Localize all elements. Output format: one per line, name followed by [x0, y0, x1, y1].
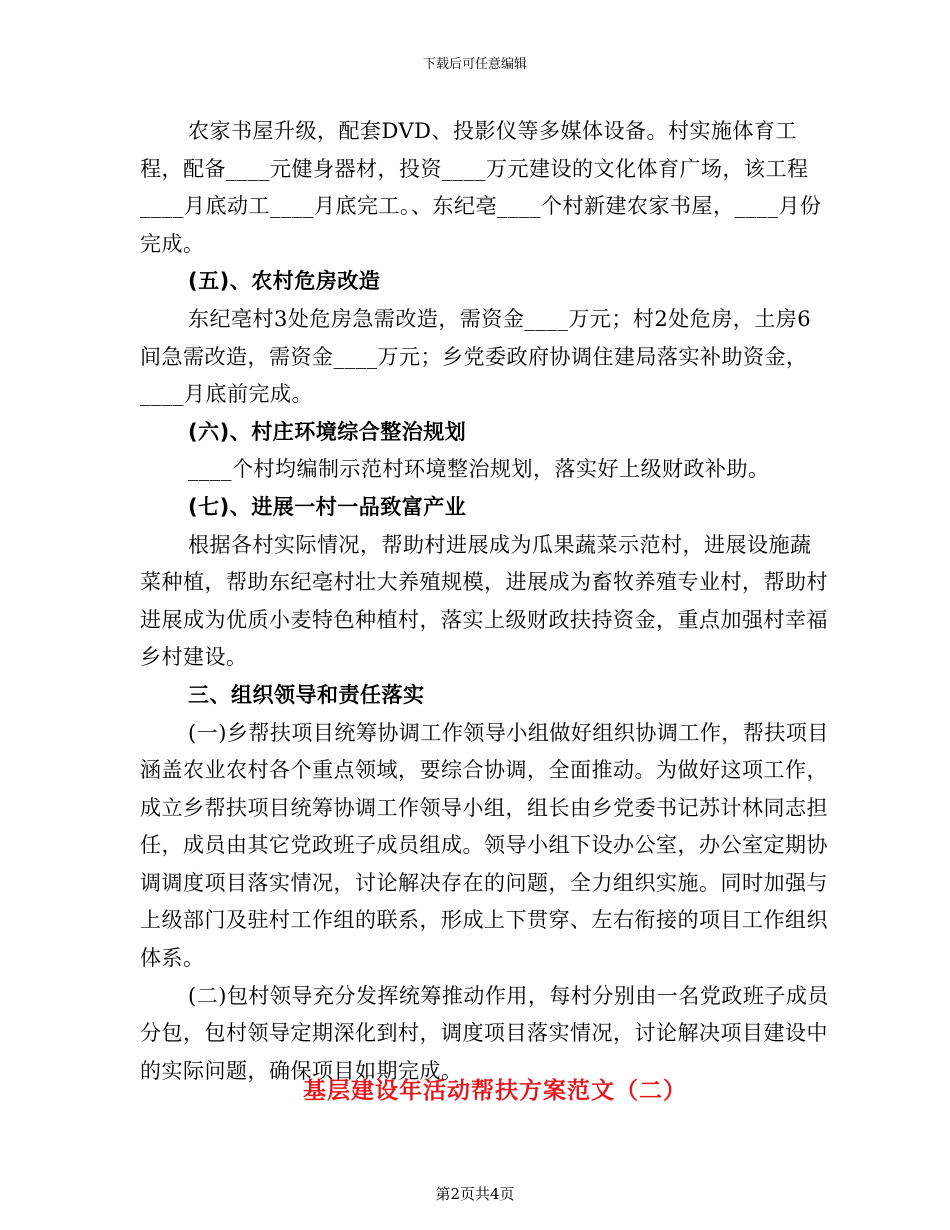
paragraph: (一)乡帮扶项目统筹协调工作领导小组做好组织协调工作，帮扶项目涵盖农业农村各个重点领域，要综合协调，全面推动。为做好这项工作，成立乡帮扶项目统筹协调工作领导小组，组长由乡党委书记苏计林同志担任，成员由其它党政班子成员组成。领导小组下设办公室，办公室定期协调调度项目落实情况，讨论解决存在的问题，全力组织实施。同时加强与上级部门及驻村工作组的联系，形成上下贯穿、左右衔接的项目工作组织体系。 [140, 720, 829, 971]
paragraph: 东纪亳村3处危房急需改造，需资金____万元；村2处危房，土房6间急需改造，需资金____万元；乡党委政府协调住建局落实补助资金，____月底前完成。 [140, 306, 812, 407]
section-heading: (六)、村庄环境综合整治规划 [188, 419, 467, 444]
section-heading: (七)、进展一村一品致富产业 [188, 494, 467, 519]
section-heading: (五)、农村危房改造 [188, 269, 381, 294]
paragraph: 农家书屋升级，配套DVD、投影仪等多媒体设备。村实施体育工程，配备____元健身器材，投资____万元建设的文化体育广场，该工程____月底动工____月底完工。、东纪亳____个村新建农家书屋，____月份完成。 [140, 119, 822, 256]
page-footer: 第2页共4页 [435, 1185, 515, 1203]
paragraph: (二)包村领导充分发挥统筹推动作用，每村分别由一名党政班子成员分包，包村领导定期深化到村，调度项目落实情况，讨论解决项目建设中的实际问题，确保项目如期完成。 [140, 983, 829, 1083]
section-heading: 三、组织领导和责任落实 [188, 682, 425, 707]
paragraph: 根据各村实际情况，帮助村进展成为瓜果蔬菜示范村，进展设施蔬菜种植，帮助东纪亳村壮大养殖规模，进展成为畜牧养殖专业村，帮助村进展成为优质小麦特色种植村，落实上级财政扶持资金，重点加强村幸福乡村建设。 [140, 532, 828, 670]
document-title: 基层建设年活动帮扶方案范文（二） [303, 1078, 687, 1104]
paragraph: ____个村均编制示范村环境整治规划，落实好上级财政补助。 [188, 457, 770, 482]
page-header: 下载后可任意编辑 [422, 57, 527, 72]
document-body [140, 113, 830, 1090]
